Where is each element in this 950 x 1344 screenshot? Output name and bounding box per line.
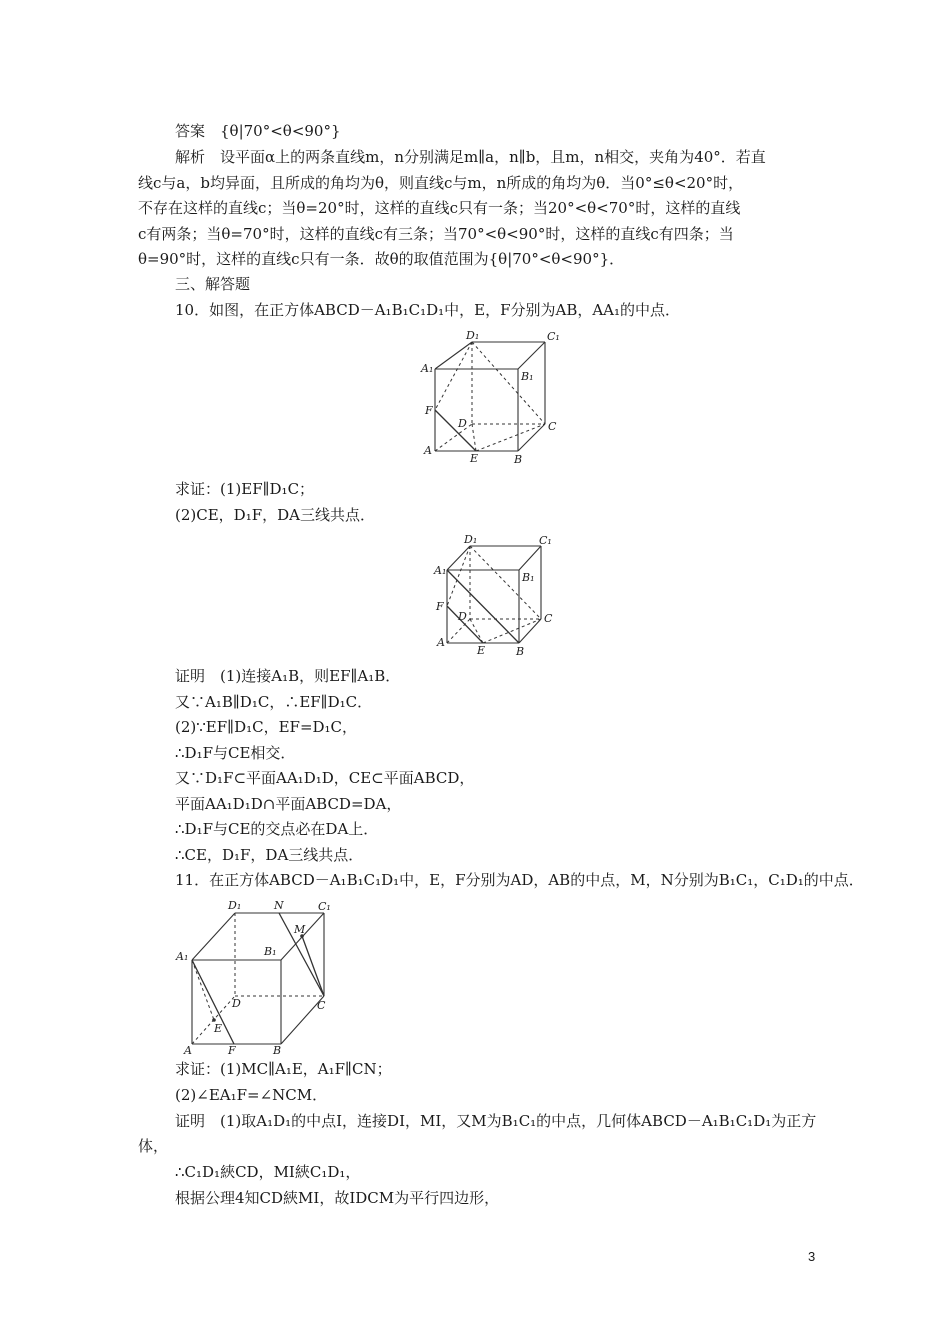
fig1-label-e: E: [470, 452, 479, 465]
cube-figure-2-svg: [426, 533, 566, 663]
analysis-line-5: θ=90°时，这样的直线c只有一条．故θ的取值范围为{θ|70°<θ<90°}．: [138, 250, 625, 268]
problem-11-claim-2: (2)∠EA₁F=∠NCM．: [175, 1086, 328, 1104]
analysis-line-2: 线c与a，b均异面，且所成的角均为θ，则直线c与m，n所成的角均为θ．当0°≤θ<20°时，: [138, 174, 744, 192]
page-number: 3: [808, 1249, 816, 1264]
proof-10-line-7: ∴D₁F与CE的交点必在DA上．: [175, 820, 379, 838]
fig1-label-b: B: [514, 453, 523, 466]
fig2-label-b1: B₁: [522, 571, 535, 584]
fig3-label-a: A: [184, 1044, 192, 1056]
fig1-label-d: D: [458, 417, 467, 430]
cube-figure-1: [418, 328, 568, 472]
fig3-label-b: B: [273, 1044, 282, 1056]
problem-11-claim-1: 求证：(1)MC∥A₁E，A₁F∥CN；: [175, 1060, 392, 1078]
cube-figure-1-svg: [418, 328, 568, 468]
fig2-label-a: A: [437, 636, 445, 649]
proof-10-line-8: ∴CE，D₁F，DA三线共点．: [175, 846, 364, 864]
proof-10-line-5: 又∵D₁F⊂平面AA₁D₁D，CE⊂平面ABCD，: [175, 769, 475, 787]
proof-11-line-2: 体，: [138, 1137, 169, 1155]
fig3-label-e: E: [214, 1022, 223, 1035]
fig1-label-d1: D₁: [466, 329, 480, 342]
fig3-label-m: M: [294, 923, 306, 936]
proof-10-line-1: 证明 (1)连接A₁B，则EF∥A₁B．: [175, 667, 401, 685]
fig1-label-c: C: [548, 420, 557, 433]
fig2-label-d1: D₁: [464, 533, 478, 546]
section-heading: 三、解答题: [175, 275, 251, 293]
proof-11-line-4: 根据公理4知CD綊MI，故IDCM为平行四边形，: [175, 1189, 500, 1207]
fig2-label-c: C: [544, 612, 553, 625]
fig3-label-n: N: [274, 899, 284, 912]
cube-figure-2: [426, 533, 566, 667]
fig1-label-f: F: [425, 404, 433, 417]
proof-11-line-3: ∴C₁D₁綊CD，MI綊C₁D₁，: [175, 1163, 361, 1181]
fig2-label-d: D: [458, 610, 467, 623]
fig2-label-e: E: [477, 644, 486, 657]
analysis-line-1: 解析 设平面α上的两条直线m，n分别满足m∥a，n∥b，且m，n相交，夹角为40°．若直: [175, 148, 766, 166]
fig3-label-c: C: [317, 999, 326, 1012]
fig2-label-a1: A₁: [434, 564, 447, 577]
fig1-label-a: A: [424, 444, 432, 457]
fig3-label-d: D: [232, 997, 241, 1010]
fig3-label-c1: C₁: [318, 900, 331, 913]
problem-11-stem: 11．在正方体ABCD－A₁B₁C₁D₁中，E，F分别为AD，AB的中点，M，N分别为B₁C₁，C₁D₁的中点．: [175, 871, 864, 889]
cube-figure-3-svg: [172, 896, 347, 1056]
fig2-label-f: F: [436, 600, 444, 613]
answer-line: 答案 {θ|70°<θ<90°}: [175, 122, 341, 140]
proof-10-line-2: 又∵A₁B∥D₁C，∴EF∥D₁C．: [175, 693, 373, 711]
cube-figure-3: [172, 896, 347, 1060]
fig3-label-f: F: [228, 1044, 236, 1056]
analysis-line-3: 不存在这样的直线c；当θ=20°时，这样的直线c只有一条；当20°<θ<70°时，这样的直线: [138, 199, 741, 217]
fig3-label-d1: D₁: [228, 899, 242, 912]
fig1-label-b1: B₁: [521, 370, 534, 383]
proof-10-line-6: 平面AA₁D₁D∩平面ABCD=DA，: [175, 795, 402, 813]
proof-10-line-4: ∴D₁F与CE相交．: [175, 744, 296, 762]
fig1-label-a1: A₁: [421, 362, 434, 375]
problem-10-claim-1: 求证：(1)EF∥D₁C；: [175, 480, 315, 498]
fig2-label-c1: C₁: [539, 534, 552, 547]
fig2-label-b: B: [516, 645, 525, 658]
problem-10-claim-2: (2)CE，D₁F，DA三线共点．: [175, 506, 375, 524]
problem-10-stem: 10．如图，在正方体ABCD－A₁B₁C₁D₁中，E，F分别为AB，AA₁的中点．: [175, 301, 681, 319]
proof-11-line-1: 证明 (1)取A₁D₁的中点I，连接DI，MI，又M为B₁C₁的中点，几何体ABCD－A₁B₁C₁D₁为正方: [175, 1112, 817, 1130]
proof-10-line-3: (2)∵EF∥D₁C，EF=D₁C，: [175, 718, 358, 736]
analysis-line-4: c有两条；当θ=70°时，这样的直线c有三条；当70°<θ<90°时，这样的直线c有四条；当: [138, 225, 734, 243]
fig3-label-b1: B₁: [264, 945, 277, 958]
fig3-label-a1: A₁: [176, 950, 189, 963]
fig1-label-c1: C₁: [547, 330, 560, 343]
